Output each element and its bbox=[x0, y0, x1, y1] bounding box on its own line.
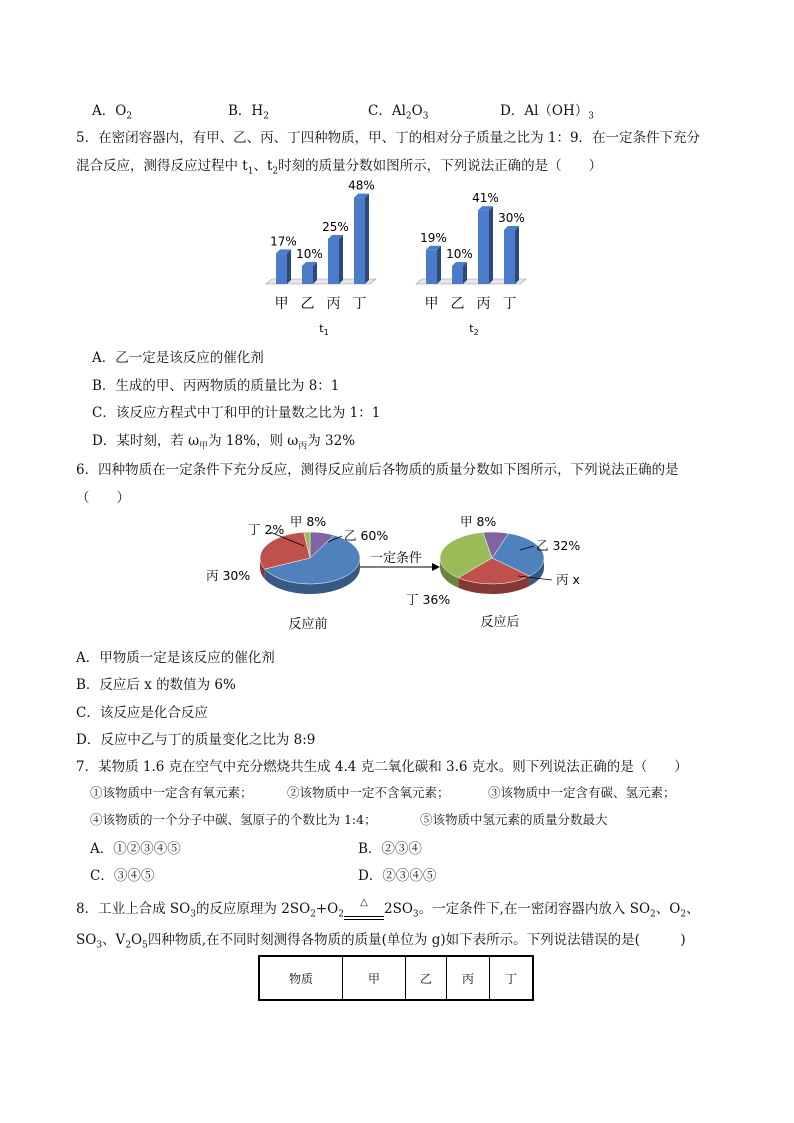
pie-slice-label: 甲 8% bbox=[289, 514, 327, 529]
q8-stem-line1: 8．工业上合成 $SO_3$的反应原理为 $2SO_2+O_2$ △ $2SO_3$。一定条件下,在一密闭容器内放入 $SO_2$、$O_2$、 bbox=[76, 896, 700, 920]
q7-stem: 7．某物质 1.6 克在空气中充分燃烧共生成 4.4 克二氧化碳和 3.6 克水。则下列说法正确的是（ ） bbox=[76, 759, 688, 775]
pie-slice-label: 丁 2% bbox=[248, 522, 285, 537]
table-header-row bbox=[259, 956, 533, 1000]
bar-side bbox=[489, 206, 493, 284]
q6-option-c: C．该反应是化合反应 bbox=[76, 705, 208, 721]
q6-option-a: A．甲物质一定是该反应的催化剂 bbox=[76, 650, 275, 666]
q7-statement-4: ④该物质的一个分子中碳、氢原子的个数比为 1:4； bbox=[90, 812, 377, 827]
bar-value-label: 48% bbox=[348, 178, 375, 193]
equilibrium-condition bbox=[344, 896, 384, 920]
category-label: 甲 bbox=[424, 296, 439, 312]
q7-option-b: B．②③④ bbox=[358, 841, 422, 857]
bar-side bbox=[437, 246, 441, 284]
table-header-cell: 乙 bbox=[406, 956, 447, 1000]
table-header-cell: 丙 bbox=[447, 956, 490, 1000]
pie-slice-label: 丙 x bbox=[556, 572, 580, 587]
q4-option-b: B．$H_2$ bbox=[228, 103, 269, 122]
bar-value-label: 30% bbox=[498, 211, 525, 225]
category-label: 乙 bbox=[300, 296, 315, 312]
bar-side bbox=[365, 194, 369, 284]
category-label: 乙 bbox=[450, 296, 465, 312]
table-header-cell: 甲 bbox=[343, 956, 406, 1000]
bar bbox=[452, 266, 463, 284]
x-axis-label-subscript: 1 bbox=[323, 328, 329, 337]
heat-symbol: △ bbox=[360, 896, 368, 908]
pie-chart-after bbox=[406, 514, 580, 607]
bar-value-label: 41% bbox=[472, 191, 499, 206]
q5-option-b: B．生成的甲、丙两物质的质量比为 8：1 bbox=[92, 378, 340, 394]
bar-chart-t2 bbox=[416, 191, 526, 337]
q6-pie-charts bbox=[200, 510, 600, 635]
q5-stem-line1: 5．在密闭容器内，有甲、乙、丙、丁四种物质，甲、丁的相对分子质量之比为 1：9．在一定条件下充分 bbox=[76, 130, 701, 146]
category-label: 丙 bbox=[326, 296, 341, 312]
pie-slice-label: 丁 36% bbox=[406, 592, 451, 607]
bar bbox=[504, 230, 515, 284]
pie-slice-label: 甲 8% bbox=[460, 514, 497, 529]
q4-option-a: A．$O_2$ bbox=[92, 103, 133, 122]
q7-option-c: C．③④⑤ bbox=[90, 868, 155, 884]
equals-bar bbox=[344, 916, 384, 920]
pie-slice-label: 乙 60% bbox=[344, 528, 389, 543]
x-axis-label: $t_2$ bbox=[469, 322, 479, 337]
category-label: 丙 bbox=[476, 296, 491, 312]
q7-statement-2: ②该物质中一定不含氧元素； bbox=[287, 785, 450, 800]
q5-option-a: A．乙一定是该反应的催化剂 bbox=[92, 350, 264, 366]
q7-statement-1: ①该物质中一定含有氧元素； bbox=[90, 785, 253, 800]
q5-bar-charts bbox=[250, 176, 550, 340]
table-header-cell: 物质 bbox=[259, 956, 343, 1000]
q7-option-d: D．②③④⑤ bbox=[358, 868, 437, 884]
bar-value-label: 19% bbox=[420, 230, 447, 245]
bar-side bbox=[339, 235, 343, 284]
bar-value-label: 25% bbox=[322, 220, 349, 234]
x-axis-label: $t_1$ bbox=[319, 322, 329, 337]
q7-statement-3: ③该物质中一定含有碳、氢元素； bbox=[488, 785, 676, 800]
bar bbox=[328, 239, 339, 284]
bar bbox=[276, 253, 287, 284]
bar-side bbox=[515, 226, 519, 284]
category-label: 丁 bbox=[352, 296, 367, 312]
bar bbox=[426, 250, 437, 284]
bar-chart-t1 bbox=[266, 179, 376, 337]
x-axis-label-subscript: 2 bbox=[473, 328, 479, 337]
q6-stem-line1: 6．四种物质在一定条件下充分反应，测得反应前后各物质的质量分数如下图所示，下列说法正确的是 bbox=[76, 462, 679, 478]
bar bbox=[478, 210, 489, 284]
q5-option-d: D．某时刻，若 $\omega_甲$为 18%，则 $\omega_丙$为 32% bbox=[92, 433, 356, 452]
pie-slice-label: 乙 32% bbox=[536, 538, 581, 553]
pie-chart-before bbox=[206, 514, 388, 594]
q4-option-c: C．$Al_2O_3$ bbox=[368, 103, 429, 122]
q5-option-c: C．该反应方程式中丁和甲的计量数之比为 1：1 bbox=[92, 405, 381, 421]
category-label: 丁 bbox=[502, 296, 517, 312]
reaction-arrow-head bbox=[432, 563, 440, 571]
bar bbox=[302, 266, 313, 284]
q6-option-b: B．反应后 x 的数值为 6% bbox=[76, 677, 236, 693]
bar-side bbox=[287, 249, 291, 284]
q4-option-d: D．$Al(OH)_3$ bbox=[500, 103, 594, 122]
q7-option-a: A．①②③④⑤ bbox=[90, 841, 181, 857]
caption-after: 反应后 bbox=[480, 615, 520, 630]
category-label: 甲 bbox=[274, 296, 289, 312]
table-header-cell: 丁 bbox=[490, 956, 534, 1000]
q8-stem-line2: $SO_3$、$V_2O_5$四种物质,在不同时刻测得各物质的质量(单位为 g)如下表所示。下列说法错误的是( ) bbox=[76, 932, 686, 951]
bar bbox=[354, 198, 365, 284]
bar-value-label: 10% bbox=[296, 247, 323, 261]
q8-table bbox=[258, 955, 534, 1001]
q6-stem-line2: （ ） bbox=[76, 490, 130, 506]
q7-statement-5: ⑤该物质中氢元素的质量分数最大 bbox=[420, 812, 608, 827]
reaction-condition-label: 一定条件 bbox=[369, 551, 423, 566]
q5-stem-line2: 混合反应，测得反应过程中 $t_1$、$t_2$时刻的质量分数如图所示，下列说法正确的是（ ） bbox=[76, 158, 603, 177]
caption-before: 反应前 bbox=[288, 617, 328, 632]
q6-option-d: D．反应中乙与丁的质量变化之比为 8:9 bbox=[76, 732, 316, 748]
bar-value-label: 17% bbox=[270, 234, 297, 249]
pie-slice-label: 丙 30% bbox=[206, 568, 251, 583]
bar-value-label: 10% bbox=[446, 247, 473, 261]
